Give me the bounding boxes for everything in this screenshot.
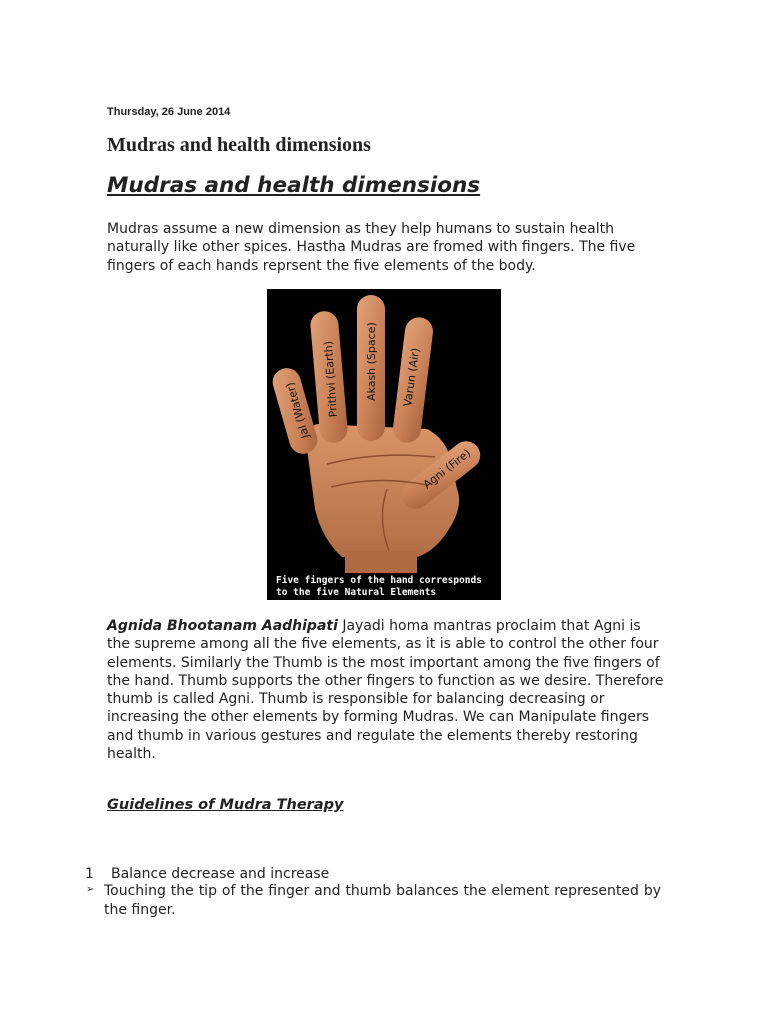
guidelines-heading: Guidelines of Mudra Therapy [107,797,344,813]
paragraph-lead: Agnida Bhootanam Aadhipati [107,618,338,634]
post-title[interactable]: Mudras and health dimensions [107,134,371,156]
arrow-bullet-icon: ➢ [86,884,95,895]
intro-paragraph: Mudras assume a new dimension as they help humans to sustain health naturally like other spices. Hastha Mudras are fromed with fingers. The five fingers of each hands reprsent the five elements of the body. [107,221,636,274]
label-varun: Varun (Air) [401,347,423,408]
bullet-text: Touching the tip of the finger and thumb balances the element represented by the finger. [104,883,661,918]
list-item-text: Balance decrease and increase [111,866,330,882]
figure-caption-line1: Five fingers of the hand corresponds [276,575,482,586]
paragraph-body: Jayadi homa mantras proclaim that Agni is the supreme among all the five elements, as it is able to control the other four elements. Similarly the Thumb is the most important among the five fingers of the hand. Thumb supports the other fingers to function as we desire. Therefore thumb is called Agni. Thumb is responsible for balancing decreasing or increasing the other elements by forming Mudras. We can Manipulate fingers and thumb in various gestures and regulate the elements thereby restoring health. [107,618,664,763]
label-akash: Akash (Space) [365,322,378,401]
hand-elements-figure [267,289,501,600]
list-item [85,866,329,882]
label-prithvi: Prithvi (Earth) [321,340,340,418]
label-agni: Agni (Fire) [420,446,474,492]
article-heading: Mudras and health dimensions [107,173,481,198]
list-item-number: 1 [85,866,94,882]
post-date: Thursday, 26 June 2014 [107,106,231,118]
label-jal: Jal (Water) [283,380,312,440]
agni-paragraph [107,617,667,763]
hand-illustration [267,289,501,600]
figure-caption-line2: to the five Natural Elements [276,587,437,598]
